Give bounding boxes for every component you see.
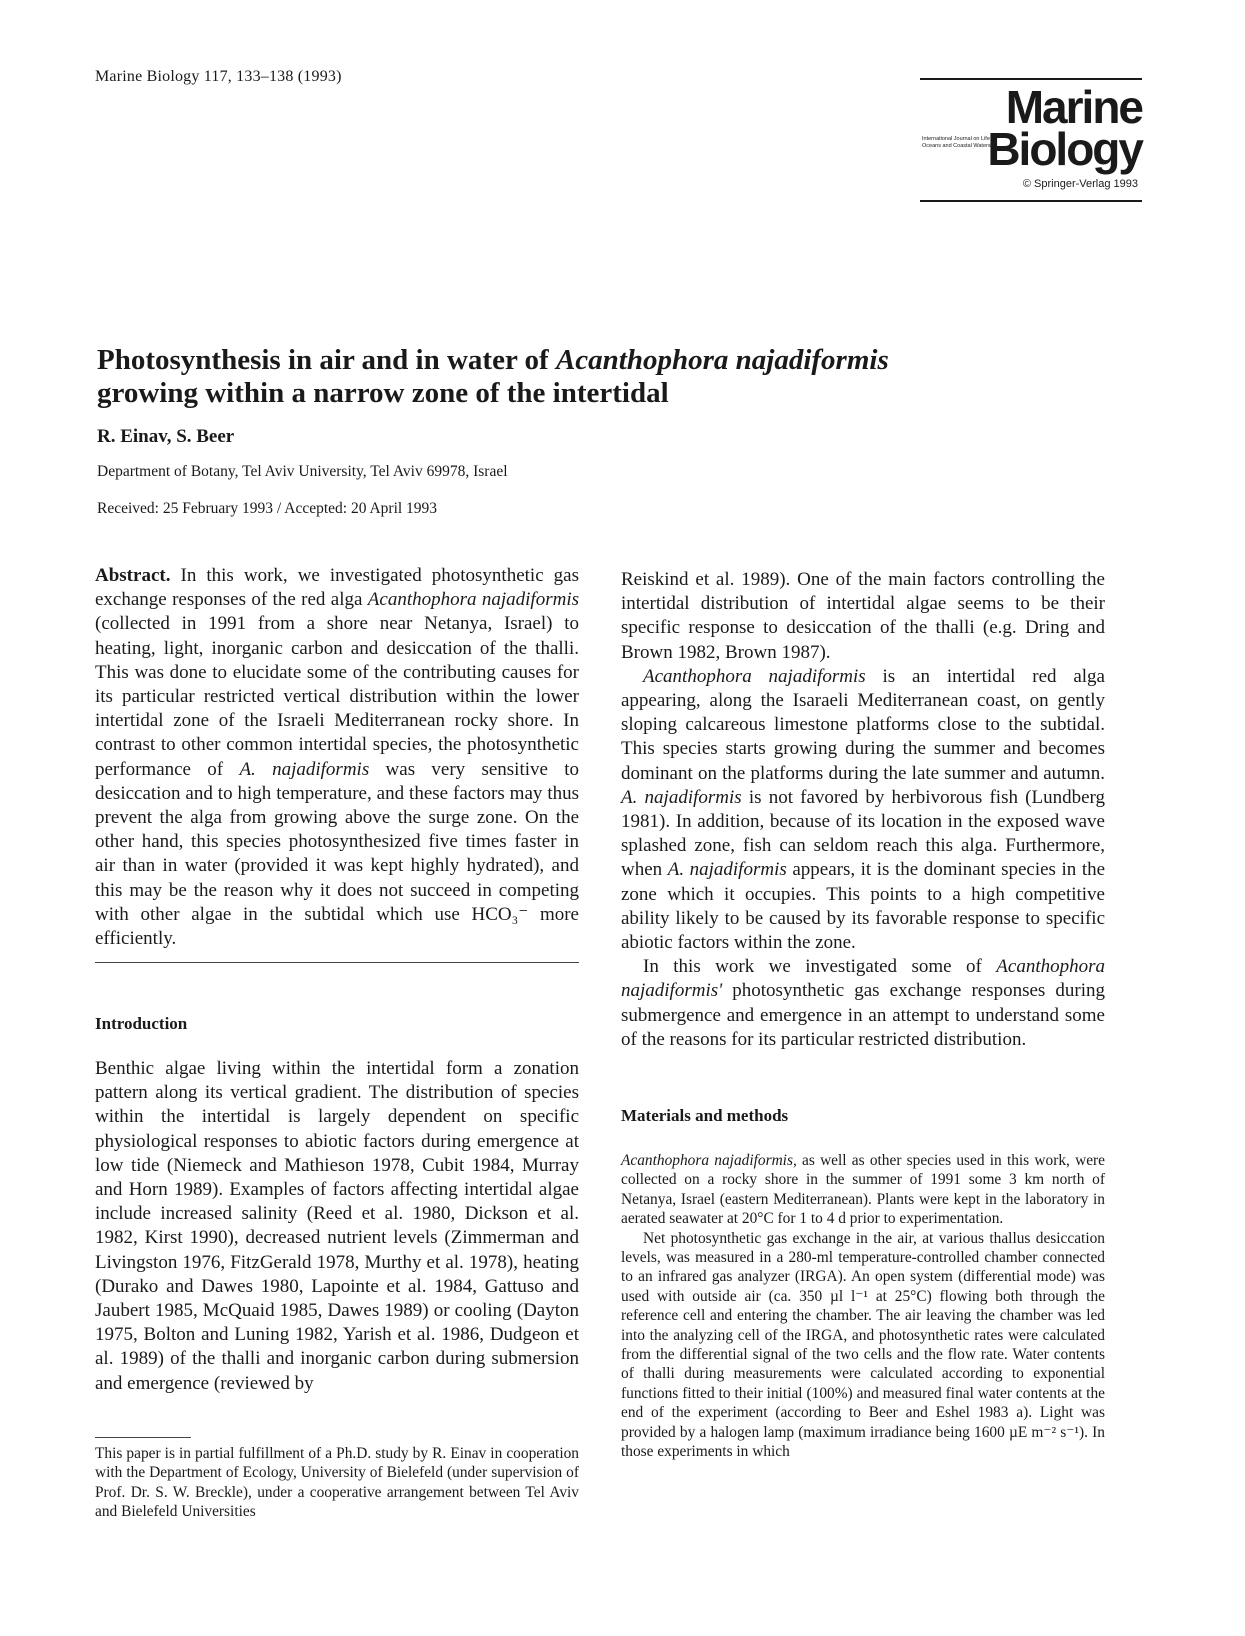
methods-p2: Net photosynthetic gas exchange in the air, at various thallus desiccation levels, was measured in a 280-ml temperature-controlled chamber connected to an infrared gas analyzer (IRGA). An open system (differential mode) was used with outside air (ca. 350 µl l⁻¹ at 25°C) flowing both through the reference cell and entering the chamber. The air leaving the chamber was led into the analyzing cell of the IRGA, and photosynthetic rates were calculated from the differential signal of the two cells and the flow rate. Water contents of thalli during measurements were calculated according to exponential functions fitted to their initial (100%) and measured final water contents at the end of the experiment (according to Beer and Eshel 1983 a). Light was provided by a halogen lamp (maximum irradiance being 1600 µE m⁻² s⁻¹). In those experiments in which [621, 1229, 1105, 1461]
journal-citation: Marine Biology 117, 133–138 (1993) [95, 68, 342, 85]
abstract-species-2: A. najadiformis [239, 758, 370, 780]
intro-p3-text-2: photosynthetic gas exchange responses during submergence and emergence in an attempt to understand some of the reasons for its particular restricted distribution. [621, 980, 1105, 1050]
logo-top-rule [920, 78, 1142, 80]
abstract-text-3: was very sensitive to desiccation and to high temperature, and these factors may thus prevent the alga from growing above the surge zone. On the other hand, this species photosynthesized five times faster in air than in water (provided it was kept highly hydrated), and this may be the reason why it does not succeed in competing with other algae in the subtidal which use HCO₃⁻ more efficiently. [95, 758, 580, 950]
logo-biology: Biology [987, 123, 1142, 175]
logo-bottom-rule [920, 200, 1142, 202]
intro-p2-text-1: is an intertidal red alga appearing, along the Isaraeli Mediterranean coast, on gently sloping calcareous limestone platforms close to the subtidal. This species starts growing during the summer and becomes dominant on the platforms during the late summer and autumn. [621, 665, 1105, 784]
methods-p1 [621, 1151, 1105, 1229]
methods-body [621, 1151, 1105, 1462]
journal-logo [920, 78, 1142, 202]
logo-marine: Marine [1005, 81, 1142, 133]
title-part1: Photosynthesis in air and in water of [97, 344, 549, 376]
abstract-species-1: Acanthophora najadiformis [367, 589, 579, 611]
abstract-label: Abstract. [95, 565, 171, 586]
abstract [95, 564, 579, 951]
affiliation: Department of Botany, Tel Aviv University, Tel Aviv 69978, Israel [97, 463, 508, 480]
title-part2: growing within a narrow zone of the intertidal [97, 377, 669, 409]
intro-p2-species: Acanthophora najadiformis [643, 665, 866, 687]
intro-p2-species-2: A. najadiformis [621, 786, 742, 808]
intro-p2-text-2: is not favored by herbivorous fish (Lundberg 1981). In addition, because of its location in the exposed wave splashed zone, fish can seldom reach this alga. Furthermore, when [621, 786, 1106, 881]
title-species: Acanthophora najadiformis [555, 344, 889, 376]
footnote-divider [95, 1437, 191, 1438]
intro-p3-text-1: In this work we investigated some of [643, 956, 982, 978]
introduction-heading: Introduction [95, 1014, 188, 1033]
intro-p3-species: Acanthophora najadiformis' [621, 956, 1105, 1002]
intro-p3 [621, 955, 1105, 1052]
authors: R. Einav, S. Beer [97, 426, 235, 447]
intro-p2-text-3: appears, it is the dominant species in the zone which it occupies. This points to a high competitive ability likely to be caused by its favorable response to specific abiotic factors within the zone. [621, 859, 1106, 954]
methods-p1-species: Acanthophora najadiformis, [621, 1152, 797, 1169]
footnote: This paper is in partial fulfillment of a Ph.D. study by R. Einav in cooperation with the Department of Ecology, University of Bielefeld (under supervision of Prof. Dr. S. W. Breckle), under a cooperative arrangement between Tel Aviv and Bielefeld Universities [95, 1445, 579, 1521]
logo-copyright: © Springer-Verlag 1993 [1022, 178, 1138, 190]
methods-heading: Materials and methods [621, 1106, 789, 1125]
intro-p2-species-3: A. najadiformis [667, 859, 787, 881]
abstract-text-1: In this work, we investigated photosynthetic gas exchange responses of the red alga [95, 565, 579, 611]
abstract-divider [95, 962, 579, 963]
received-dates: Received: 25 February 1993 / Accepted: 20 April 1993 [97, 500, 438, 517]
intro-p2 [621, 665, 1105, 955]
intro-p1-cont: Reiskind et al. 1989). One of the main factors controlling the intertidal distribution of intertidal algae seems to be their specific response to desiccation of the thalli (e.g. Dring and Brown 1982, Brown 1987). [621, 569, 1105, 663]
introduction-continued [621, 568, 1105, 1052]
methods-p1-text: as well as other species used in this work, were collected on a rocky shore in the summer of 1991 some 3 km north of Netanya, Israel (eastern Mediterranean). Plants were kept in the laboratory in aerated seawater at 20°C for 1 to 4 d prior to experimentation. [621, 1152, 1105, 1228]
introduction-paragraph-1: Benthic algae living within the intertidal form a zonation pattern along its vertical gradient. The distribution of species within the intertidal is largely dependent on specific physiological responses to abiotic factors during emergence at low tide (Niemeck and Mathieson 1978, Cubit 1984, Murray and Horn 1989). Examples of factors affecting intertidal algae include increased salinity (Reed et al. 1980, Dickson et al. 1982, Kirst 1990), decreased nutrient levels (Zimmerman and Livingston 1976, FitzGerald 1978, Murthy et al. 1978), heating (Durako and Dawes 1980, Lapointe et al. 1984, Gattuso and Jaubert 1985, McQuaid 1985, Dawes 1989) or cooling (Dayton 1975, Bolton and Luning 1982, Yarish et al. 1986, Dudgeon et al. 1989) of the thalli and inorganic carbon during submersion and emergence (reviewed by [95, 1058, 579, 1394]
logo-tagline: International Journal on Life in Oceans and Coastal Waters [922, 136, 996, 149]
paper-title [97, 344, 1157, 410]
abstract-text-2: (collected in 1991 from a shore near Netanya, Israel) to heating, light, inorganic carbon and desiccation of the thalli. This was done to elucidate some of the contributing causes for its particular restricted vertical distribution within the lower intertidal zone of the Israeli Mediterranean rocky shore. In contrast to other common intertidal species, the photosynthetic performance of [95, 613, 579, 780]
